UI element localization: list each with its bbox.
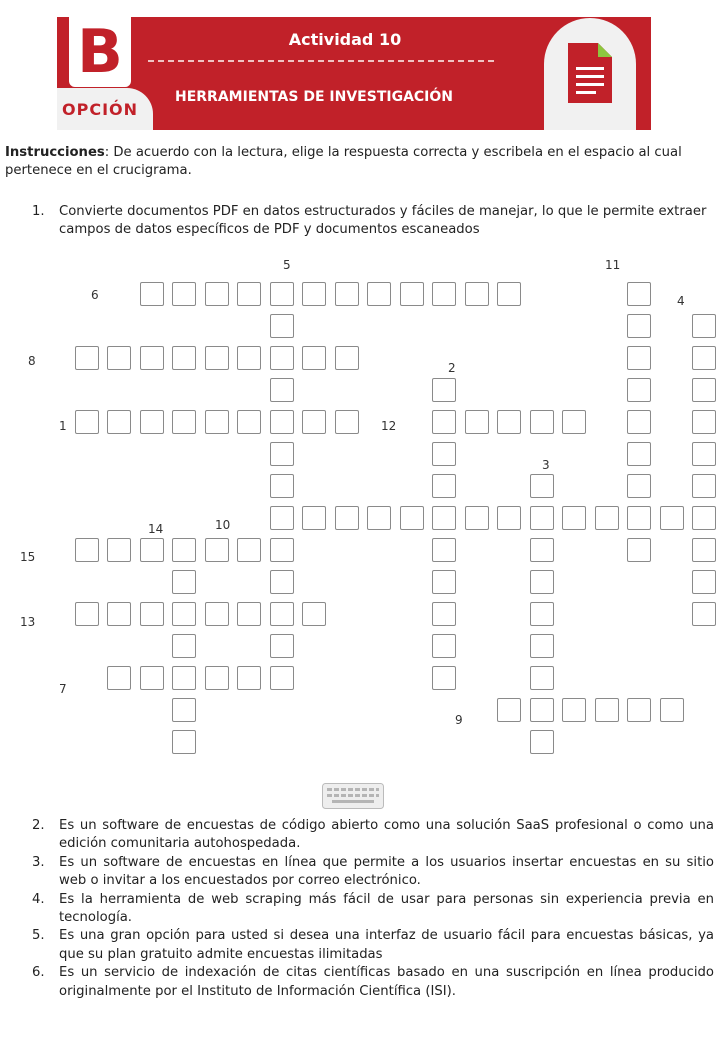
crossword-cell[interactable] — [465, 410, 489, 434]
crossword-cell[interactable] — [432, 410, 456, 434]
crossword-cell[interactable] — [692, 570, 716, 594]
crossword-label-3: 3 — [542, 458, 550, 472]
crossword-cell[interactable] — [270, 282, 294, 306]
crossword-label-13: 13 — [20, 615, 36, 629]
crossword-cell[interactable] — [172, 346, 196, 370]
crossword-cell[interactable] — [237, 602, 261, 626]
crossword-cell[interactable] — [205, 538, 229, 562]
crossword-label-15: 15 — [20, 550, 36, 564]
crossword-cell[interactable] — [237, 538, 261, 562]
crossword-cell[interactable] — [627, 378, 651, 402]
crossword-cell[interactable] — [530, 410, 554, 434]
crossword-cell[interactable] — [692, 602, 716, 626]
crossword-cell[interactable] — [400, 282, 424, 306]
crossword-cell[interactable] — [270, 602, 294, 626]
crossword-cell[interactable] — [237, 666, 261, 690]
crossword-cell[interactable] — [237, 282, 261, 306]
crossword-cell[interactable] — [270, 474, 294, 498]
crossword-cell[interactable] — [692, 378, 716, 402]
crossword-cell[interactable] — [432, 474, 456, 498]
crossword-cell[interactable] — [75, 602, 99, 626]
crossword-cell[interactable] — [692, 410, 716, 434]
crossword-cell[interactable] — [172, 538, 196, 562]
crossword-cell[interactable] — [270, 378, 294, 402]
crossword-label-2: 2 — [448, 361, 456, 375]
crossword-cell[interactable] — [627, 346, 651, 370]
crossword-cell[interactable] — [562, 506, 586, 530]
clue-number: 6. — [32, 965, 45, 981]
crossword-cell[interactable] — [692, 442, 716, 466]
crossword-cell[interactable] — [595, 698, 619, 722]
crossword-cell[interactable] — [432, 442, 456, 466]
crossword-cell[interactable] — [270, 538, 294, 562]
crossword-cell[interactable] — [302, 506, 326, 530]
crossword-cell[interactable] — [530, 602, 554, 626]
crossword-label-8: 8 — [28, 354, 36, 368]
crossword-cell[interactable] — [627, 410, 651, 434]
crossword-cell[interactable] — [432, 666, 456, 690]
crossword-cell[interactable] — [140, 538, 164, 562]
crossword-cell[interactable] — [627, 506, 651, 530]
crossword-cell[interactable] — [302, 282, 326, 306]
crossword-cell[interactable] — [497, 282, 521, 306]
crossword-cell[interactable] — [432, 282, 456, 306]
crossword-cell[interactable] — [270, 634, 294, 658]
crossword-cell[interactable] — [172, 282, 196, 306]
crossword-cell[interactable] — [627, 314, 651, 338]
clue-number: 4. — [32, 891, 45, 907]
crossword-cell[interactable] — [75, 410, 99, 434]
crossword-label-14: 14 — [148, 522, 164, 536]
crossword-cell[interactable] — [692, 538, 716, 562]
clue-text: Es un servicio de indexación de citas científicas basado en una suscripción en línea producido originalmente por el Instituto de Información Científica (ISI). — [59, 965, 714, 999]
crossword-cell[interactable] — [140, 666, 164, 690]
crossword-cell[interactable] — [497, 506, 521, 530]
crossword-cell[interactable] — [107, 538, 131, 562]
crossword-cell[interactable] — [335, 506, 359, 530]
crossword-cell[interactable] — [205, 282, 229, 306]
crossword-cell[interactable] — [302, 602, 326, 626]
keyboard-icon — [322, 783, 384, 809]
crossword-cell[interactable] — [692, 474, 716, 498]
crossword-cell[interactable] — [107, 410, 131, 434]
clue-item — [32, 964, 714, 1001]
crossword-cell[interactable] — [627, 698, 651, 722]
crossword-cell[interactable] — [595, 506, 619, 530]
instructions — [5, 144, 711, 180]
crossword-cell[interactable] — [367, 282, 391, 306]
option-label: OPCIÓN — [62, 100, 139, 119]
crossword-cell[interactable] — [270, 506, 294, 530]
crossword-cell[interactable] — [530, 698, 554, 722]
crossword-cell[interactable] — [497, 698, 521, 722]
crossword-cell[interactable] — [562, 698, 586, 722]
crossword-cell[interactable] — [335, 410, 359, 434]
crossword-cell[interactable] — [432, 634, 456, 658]
crossword-cell[interactable] — [692, 506, 716, 530]
crossword-cell[interactable] — [172, 410, 196, 434]
crossword-cell[interactable] — [530, 506, 554, 530]
crossword-cell[interactable] — [692, 346, 716, 370]
crossword-cell[interactable] — [432, 506, 456, 530]
crossword-cell[interactable] — [172, 730, 196, 754]
clue-item — [32, 891, 714, 928]
crossword-cell[interactable] — [107, 346, 131, 370]
clue-number: 3. — [32, 854, 45, 870]
clue-text: Es un software de encuestas en línea que permite a los usuarios insertar encuestas en su sitio web o invitar a los encuestados por correo electrónico. — [59, 854, 714, 889]
crossword-cell[interactable] — [140, 602, 164, 626]
crossword-cell[interactable] — [335, 346, 359, 370]
crossword-cell[interactable] — [432, 570, 456, 594]
crossword-cell[interactable] — [270, 442, 294, 466]
crossword-cell[interactable] — [530, 570, 554, 594]
crossword-cell[interactable] — [107, 666, 131, 690]
clue-item — [32, 927, 714, 964]
clue-text: Es la herramienta de web scraping más fácil de usar para personas sin experiencia previa en tecnología. — [59, 891, 714, 926]
crossword-cell[interactable] — [75, 538, 99, 562]
crossword-cell[interactable] — [205, 602, 229, 626]
clue-list — [32, 817, 714, 1001]
crossword-label-1: 1 — [59, 419, 67, 433]
crossword-cell[interactable] — [660, 698, 684, 722]
clue-number: 2. — [32, 818, 45, 833]
crossword-label-5: 5 — [283, 258, 291, 272]
crossword-label-10: 10 — [215, 518, 231, 532]
crossword-cell[interactable] — [367, 506, 391, 530]
crossword-label-6: 6 — [91, 288, 99, 302]
clue-item — [32, 817, 714, 854]
crossword-cell[interactable] — [270, 346, 294, 370]
crossword-cell[interactable] — [172, 666, 196, 690]
crossword-cell[interactable] — [627, 442, 651, 466]
crossword-cell[interactable] — [692, 314, 716, 338]
crossword-cell[interactable] — [530, 474, 554, 498]
crossword-cell[interactable] — [627, 538, 651, 562]
clue-text: Es una gran opción para usted si desea una interfaz de usuario fácil para encuestas básicas, ya que su plan gratuito admite encuestas ilimitadas — [59, 928, 714, 962]
crossword-cell[interactable] — [530, 634, 554, 658]
crossword-cell[interactable] — [237, 410, 261, 434]
crossword-cell[interactable] — [172, 570, 196, 594]
crossword-cell[interactable] — [107, 602, 131, 626]
crossword-cell[interactable] — [627, 474, 651, 498]
crossword-cell[interactable] — [172, 634, 196, 658]
crossword-label-9: 9 — [455, 713, 463, 727]
clue-number: 5. — [32, 928, 45, 944]
crossword-cell[interactable] — [237, 346, 261, 370]
crossword-label-11: 11 — [605, 258, 621, 272]
crossword-cell[interactable] — [530, 730, 554, 754]
clue-text: Es un software de encuestas de código abierto como una solución SaaS profesional o como una edición comunitaria autohospedada. — [59, 818, 714, 852]
crossword-cell[interactable] — [75, 346, 99, 370]
crossword-cell[interactable] — [172, 698, 196, 722]
crossword-cell[interactable] — [335, 282, 359, 306]
logo-letter: B — [77, 17, 123, 87]
crossword-cell[interactable] — [660, 506, 684, 530]
crossword-cell[interactable] — [270, 314, 294, 338]
crossword-cell[interactable] — [205, 346, 229, 370]
crossword-cell[interactable] — [140, 282, 164, 306]
crossword-cell[interactable] — [530, 538, 554, 562]
crossword-cell[interactable] — [465, 506, 489, 530]
crossword-cell[interactable] — [530, 666, 554, 690]
crossword-cell[interactable] — [432, 602, 456, 626]
crossword-cell[interactable] — [627, 282, 651, 306]
clue-item — [32, 854, 714, 891]
crossword-cell[interactable] — [302, 410, 326, 434]
crossword-label-12: 12 — [381, 419, 397, 433]
activity-subtitle: HERRAMIENTAS DE INVESTIGACIÓN — [175, 89, 454, 105]
crossword-cell[interactable] — [302, 346, 326, 370]
crossword-cell[interactable] — [562, 410, 586, 434]
question-1 — [32, 203, 714, 239]
crossword-cell[interactable] — [172, 602, 196, 626]
document-icon — [566, 41, 614, 105]
crossword-cell[interactable] — [432, 538, 456, 562]
crossword-label-4: 4 — [677, 294, 685, 308]
crossword-cell[interactable] — [205, 410, 229, 434]
crossword-cell[interactable] — [205, 666, 229, 690]
crossword-cell[interactable] — [270, 666, 294, 690]
title-divider — [148, 60, 494, 62]
crossword-cell[interactable] — [270, 570, 294, 594]
question-text: Convierte documentos PDF en datos estructurados y fáciles de manejar, lo que le permite extraer campos de datos específicos de PDF y documentos escaneados — [59, 204, 707, 237]
crossword-cell[interactable] — [140, 346, 164, 370]
crossword-label-7: 7 — [59, 682, 67, 696]
instructions-text: : De acuerdo con la lectura, elige la respuesta correcta y escribela en el espacio al cual pertenece en el crucigrama. — [5, 145, 682, 178]
crossword-cell[interactable] — [270, 410, 294, 434]
question-number: 1. — [32, 204, 45, 219]
crossword-cell[interactable] — [497, 410, 521, 434]
crossword-cell[interactable] — [140, 410, 164, 434]
instructions-label: Instrucciones — [5, 145, 105, 160]
crossword-cell[interactable] — [432, 378, 456, 402]
crossword-cell[interactable] — [400, 506, 424, 530]
activity-title: Actividad 10 — [288, 30, 402, 49]
crossword-cell[interactable] — [465, 282, 489, 306]
